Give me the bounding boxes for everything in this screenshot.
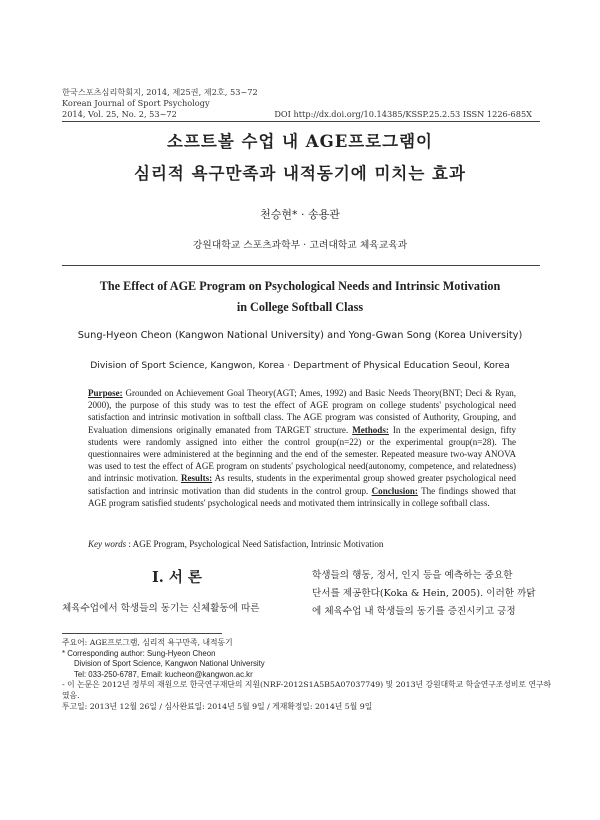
affiliation-en: Division of Sport Science, Kangwon, Korea · Department of Physical Education Seoul, Korea [90,360,510,371]
journal-name-kr: 한국스포츠심리학회지, 2014, 제25권, 제2호, 53~72 [62,87,258,97]
abstract-methods-text: In the experimental design, fifty students were randomly assigned into either the control group(n=22) or the experimental group(n=28). The questionnaires were administered at the beginning and the end of the semester. Repeated measure two-way ANOVA was used to test the effect of AGE program on students' psychological need(autonomy, competence, and relatedness) and intrinsic motivation. [88,424,517,484]
title-en-line2: in College Softball Class [236,300,364,314]
keywords [88,539,383,549]
footnote-rule [62,633,222,634]
section-heading: I. 서 론 [152,569,202,586]
footnote-division: Division of Sport Science, Kangwon National University [74,659,265,669]
body-right-line2: 단서를 제공한다(Koka & Hein, 2005). 이러한 까닭 [312,588,536,599]
abstract-purpose-text: Grounded on Achievement Goal Theory(AGT; Ames, 1992) and Basic Needs Theory(BNT; Deci & Ryan, 2000), the purpose of this study was to test the effect of AGE program on college students' psychological need satisfaction and intrinsic motivation in softball class. The AGE program was consisted of Authority, Grouping, and Evaluation dimensions originally emanated from TARGET structure. [88,388,516,435]
title-en-line1: The Effect of AGE Program on Psychological Needs and Intrinsic Motivation [99,279,501,293]
body-right-line3: 에 체육수업 내 학생들의 동기를 증진시키고 긍정 [312,606,516,617]
header-rule [62,121,540,122]
title-kr-line2: 심리적 욕구만족과 내적동기에 미치는 효과 [134,164,466,183]
keywords-text: : AGE Program, Psychological Need Satisfaction, Intrinsic Motivation [126,539,384,549]
abstract-purpose-label: Purpose: [88,388,123,398]
journal-volume: 2014, Vol. 25, No. 2, 53~72 [62,109,177,119]
abstract-methods-label: Methods: [352,424,389,435]
body-right-line1: 학생들의 행동, 정서, 인지 등을 예측하는 중요한 [312,570,513,581]
footnote-keywords-kr: 주요어: AGE프로그램, 심리적 욕구만족, 내적동기 [62,638,233,647]
abstract-results-text: As results, students in the experimental group showed greater psychological need satisfaction and intrinsic motivation than did students in the control group. [88,473,516,496]
journal-header [62,87,258,120]
keywords-label: Key words [88,539,127,549]
footnote-funding: - 이 논문은 2012년 정부의 재원으로 한국연구재단의 지원(NRF-2012S1A5B5A07037749) 및 2013년 강원대학교 학술연구조성비로 연구하였음. [62,680,552,700]
authors-kr: 천승현* · 송용관 [260,208,340,221]
affiliation-kr: 강원대학교 스포츠과학부 · 고려대학교 체육교육과 [192,240,408,251]
abstract-conclusion-label: Conclusion: [371,485,418,496]
journal-name-en: Korean Journal of Sport Psychology [62,98,210,108]
authors-en: Sung-Hyeon Cheon (Kangwon National University) and Yong-Gwan Song (Korea University) [77,330,523,341]
abstract-conclusion-text: The findings showed that AGE program satisfied students' psychological needs and motivated them intrinsically in college softball class. [88,485,516,508]
footnote-corresponding: * Corresponding author: Sung-Hyeon Cheon [62,648,216,658]
body-left-line1: 체육수업에서 학생들의 동기는 신체활동에 따른 [62,603,260,614]
abstract-results-label: Results: [180,473,213,484]
footnotes [62,638,552,712]
title-rule [62,265,540,266]
doi-issn: DOI http://dx.doi.org/10.14385/KSSP.25.2.53 ISSN 1226-685X [274,109,532,119]
title-kr-line1: 소프트볼 수업 내 AGE프로그램이 [167,132,433,151]
footnote-dates: 투고일: 2013년 12월 26일 / 심사완료일: 2014년 5월 9일 / 게재확정일: 2014년 5월 9일 [62,701,373,711]
footnote-contact: Tel: 033-250-6787, Email: kucheon@kangwon.ac.kr [74,669,253,679]
abstract [88,387,516,509]
body-right-column [312,567,536,621]
